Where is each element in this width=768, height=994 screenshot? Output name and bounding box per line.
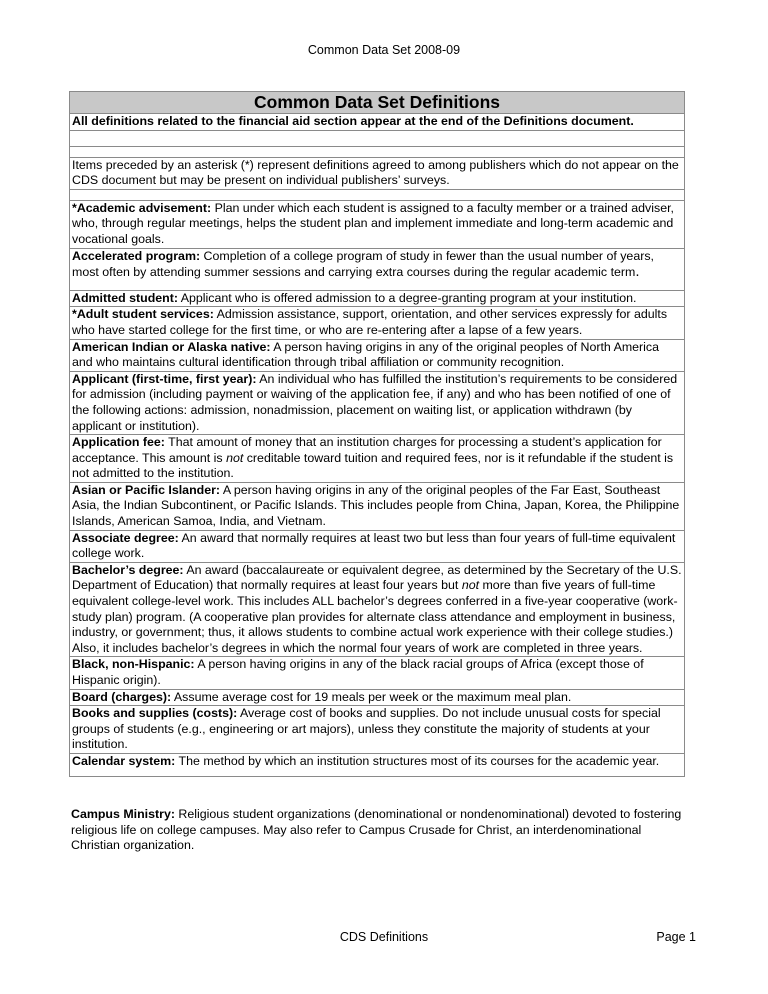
definition-application-fee (70, 435, 685, 483)
spacer-cell (70, 146, 685, 157)
definition-row (70, 371, 685, 434)
definition-american-indian (70, 339, 685, 371)
definition-campus-ministry (71, 807, 685, 854)
definition-row (70, 482, 685, 530)
term: *Adult student services: (72, 307, 214, 322)
definition-text: A person having origins in any of the original peoples of North America and who maintains cultural identification through tribal affiliation or community recognition. (72, 339, 660, 370)
definition-text: more than five years of full-time equivalent college-level work. This includes ALL bachelor’s degrees conferred in a five-year cooperative (work-study plan) program. (A cooperative plan provides for alternate class attendance and employment in business, industry, or government; thus, it allows students to combine actual work experience with their college studies.) Also, it includes bachelor’s degrees in which the normal four years of work are completed in three years. (72, 578, 678, 655)
term: Associate degree: (72, 530, 179, 545)
definition-books (70, 706, 685, 754)
definition-row (70, 435, 685, 483)
definition-black (70, 657, 685, 689)
term: Campus Ministry: (71, 807, 175, 821)
definition-row (70, 530, 685, 562)
definition-text: A person having origins in any of the original peoples of the Far East, Southeast Asia, the Indian Subcontinent, or Pacific Islands. This includes people from China, Japan, Korea, the Philippine Islands, American Samoa, India, and Vietnam. (72, 482, 680, 529)
definition-applicant (70, 371, 685, 434)
spacer-row (70, 189, 685, 200)
intro-note: All definitions related to the financial aid section appear at the end of the Definitions document. (70, 114, 685, 131)
definition-row (70, 657, 685, 689)
definition-text: Religious student organizations (denominational or nondenominational) devoted to fostering religious life on college campuses. May also refer to Campus Crusade for Christ, an interdenominational Christian organization. (71, 807, 682, 853)
page-header: Common Data Set 2008-09 (307, 43, 461, 57)
term: Applicant (first-time, first year): (72, 371, 257, 386)
spacer-row (70, 130, 685, 146)
definition-text: An award that normally requires at least two but less than four years of full-time equivalent college work. (72, 530, 676, 561)
definition-text: A person having origins in any of the black racial groups of Africa (except those of Hispanic origin). (72, 657, 644, 687)
definition-text: The method by which an institution structures most of its courses for the academic year. (175, 753, 660, 768)
emphasis: not (226, 450, 244, 465)
emphasis: not (461, 578, 480, 593)
spacer-row (70, 146, 685, 157)
definition-text: Plan under which each student is assigned to a faculty member or a trained adviser, who, through regular meetings, helps the student plan and implement immediate and long-term academic and vocational goals. (72, 200, 674, 246)
term: Board (charges): (72, 689, 172, 704)
term: *Academic advisement: (72, 200, 212, 215)
asterisk-note-row (70, 157, 685, 189)
definition-asian (70, 482, 685, 530)
definition-calendar (70, 753, 685, 776)
definition-row (70, 339, 685, 371)
spacer-cell (70, 189, 685, 200)
definition-text: creditable toward tuition and required fees, nor is it refundable if the student is not admitted to the institution. (72, 450, 674, 481)
footer-page-number: Page 1 (656, 930, 696, 944)
definition-adult-student-services (70, 307, 685, 339)
definition-text: Assume average cost for 19 meals per week or the maximum meal plan. (171, 689, 572, 704)
definition-row (70, 248, 685, 290)
definition-row (70, 706, 685, 754)
spacer-cell (70, 130, 685, 146)
definition-text: An award (baccalaureate or equivalent degree, as determined by the Secretary of the U.S. Department of Education) that normally requires at least four years but (72, 562, 682, 593)
definition-text: Completion of a college program of study in fewer than the usual number of years, most often by attending summer sessions and carrying extra courses during the regular academic term (72, 248, 654, 280)
definition-admitted-student (70, 290, 685, 307)
definition-row (70, 753, 685, 776)
term: Accelerated program: (72, 248, 201, 263)
term: Calendar system: (72, 753, 176, 768)
definitions-table (69, 91, 685, 777)
definition-row (70, 689, 685, 706)
definition-row (70, 290, 685, 307)
definition-row (70, 200, 685, 248)
definition-board (70, 689, 685, 706)
term: Asian or Pacific Islander: (72, 482, 221, 497)
term: Black, non-Hispanic: (72, 657, 195, 672)
definition-associate-degree (70, 530, 685, 562)
definition-accelerated-program (70, 248, 685, 290)
definition-text: Applicant who is offered admission to a degree-granting program at your institution. (178, 290, 637, 305)
definition-text: That amount of money that an institution charges for processing a student’s application for acceptance. This amount is (72, 435, 662, 465)
footer-sheet-name: CDS Definitions (339, 930, 429, 944)
table-title-row (70, 92, 685, 114)
term: Application fee: (72, 435, 165, 450)
definition-row (70, 562, 685, 657)
definition-end: . (635, 263, 640, 281)
definition-bachelors-degree (70, 562, 685, 657)
definition-academic-advisement (70, 200, 685, 248)
term: American Indian or Alaska native: (72, 339, 271, 354)
term: Admitted student: (72, 290, 178, 305)
table-title: Common Data Set Definitions (70, 92, 685, 114)
term: Bachelor’s degree: (72, 562, 184, 577)
asterisk-note: Items preceded by an asterisk (*) represent definitions agreed to among publishers which do not appear on the CDS document but may be present on individual publishers’ surveys. (70, 157, 685, 189)
term: Books and supplies (costs): (72, 706, 238, 721)
definition-row (70, 307, 685, 339)
definition-text: Average cost of books and supplies. Do not include unusual costs for special groups of students (e.g., engineering or art majors), unless they constitute the majority of students at your institution. (72, 706, 661, 752)
intro-row (70, 114, 685, 131)
definition-text: An individual who has fulfilled the institution’s requirements to be considered for admission (including payment or waiving of the application fee, if any) and who has been notified of one of the following actions: admission, nonadmission, placement on waiting list, or application withdrawn (by applicant or institution). (72, 371, 678, 433)
definition-text: Admission assistance, support, orientation, and other services expressly for adults who have started college for the first time, or who are re-entering after a lapse of a few years. (72, 307, 668, 337)
